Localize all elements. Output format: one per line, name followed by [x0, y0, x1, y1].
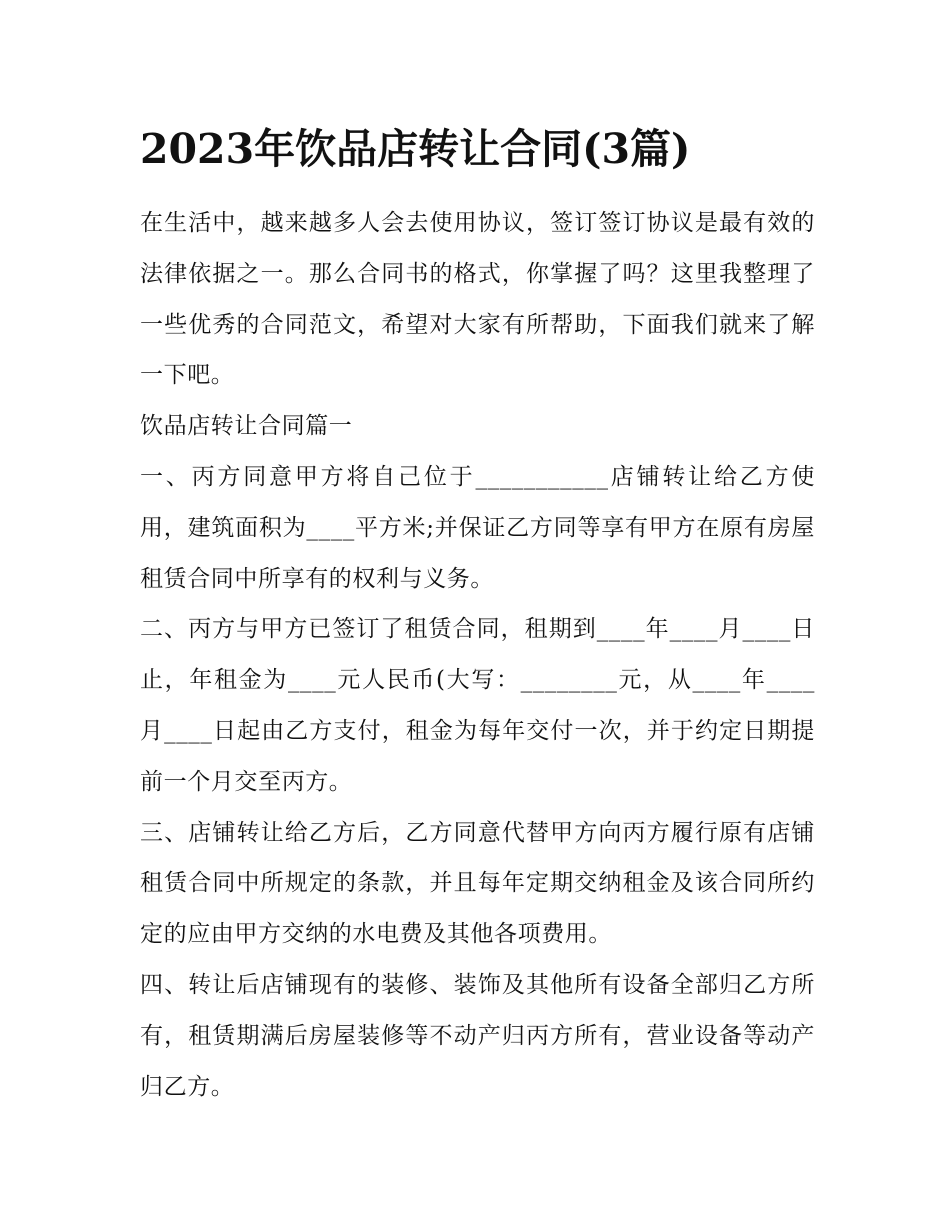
document-title: 2023年饮品店转让合同(3篇)	[140, 125, 691, 173]
clause-1: 一、丙方同意甲方将自己位于___________店铺转让给乙方使用，建筑面积为____平方米;并保证乙方同等享有甲方在原有房屋租赁合同中所享有的权利与义务。	[140, 463, 815, 592]
section-heading: 饮品店转让合同篇一	[140, 413, 353, 440]
intro-paragraph: 在生活中，越来越多人会去使用协议，签订签订协议是最有效的法律依据之一。那么合同书的格式，你掌握了吗？这里我整理了一些优秀的合同范文，希望对大家有所帮助，下面我们就来了解一下吧。	[140, 210, 815, 389]
clause-3: 三、店铺转让给乙方后，乙方同意代替甲方向丙方履行原有店铺租赁合同中所规定的条款，并且每年定期交纳租金及该合同所约定的应由甲方交纳的水电费及其他各项费用。	[140, 819, 815, 948]
clause-2: 二、丙方与甲方已签订了租赁合同，租期到____年____月____日止，年租金为____元人民币(大写：________元，从____年____月____日起由乙方支付，租金为每年交付一次，并于约定日期提前一个月交至丙方。	[140, 616, 815, 795]
document-body	[140, 118, 815, 1112]
clause-4: 四、转让后店铺现有的装修、装饰及其他所有设备全部归乙方所有，租赁期满后房屋装修等不动产归丙方所有，营业设备等动产归乙方。	[140, 971, 815, 1100]
